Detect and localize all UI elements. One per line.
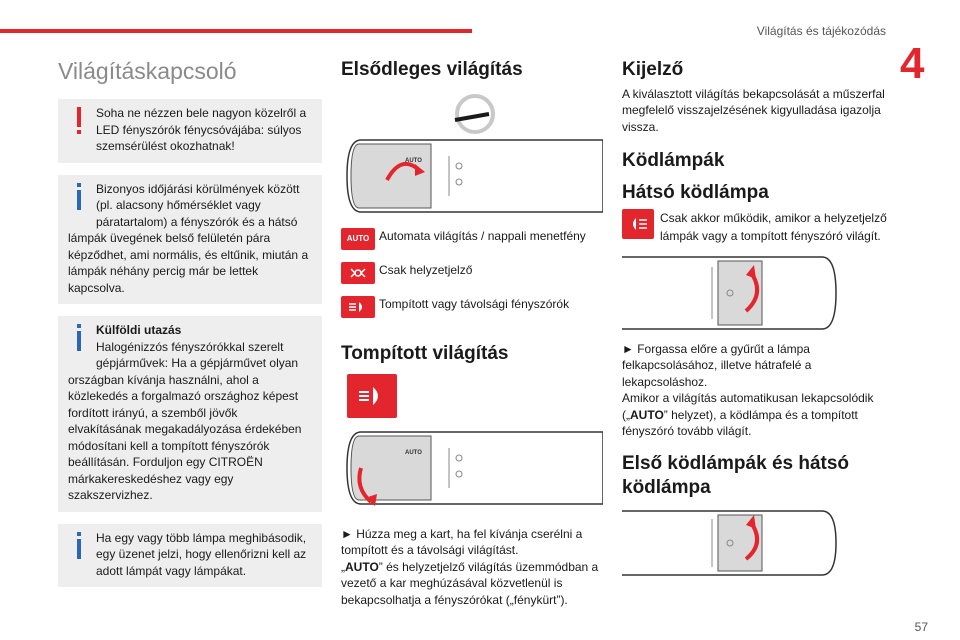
main-lighting-heading: Elsődleges világítás (341, 59, 523, 80)
auto-icon: AUTO (341, 228, 375, 250)
rear-fog-icon (622, 209, 654, 239)
stalk-indicator-line (455, 114, 489, 120)
flash-paragraph: „AUTO” és helyzetjelző világítás üzemmódban a vezető a kar meghúzásával közvetlenül is bekapcsolhatja a fényszórókat („fénykürt”). (341, 559, 599, 607)
display-heading: Kijelző (622, 59, 684, 80)
header-accent-bar (0, 29, 472, 33)
front-rear-fog-heading: Első ködlámpák és hátsó ködlámpa (622, 452, 850, 498)
dipped-beam-heading: Tompított világítás (341, 342, 509, 364)
lever-auto-label: AUTO (405, 157, 422, 164)
fog-lamps-heading: Ködlámpák (622, 150, 725, 172)
warning-note (58, 99, 322, 163)
warning-text: Soha ne nézzen bele nagyon közelről a LED fényszórók fénycsóvájába: súlyos szemsérülést okozhatnak! (96, 106, 307, 153)
display-text: A kiválasztott világítás bekapcsolását a műszerfal megfelelő visszajelzésének kigyulladása igazolja vissza. (622, 86, 885, 134)
rear-fog-row (622, 209, 890, 245)
dipped-instruction: ► Húzza meg a kart, ha fel kívánja cserélni a tompított és a távolsági világítást. (341, 526, 583, 557)
light-switch-heading: Világításkapcsoló (58, 58, 237, 84)
lever-auto-label: AUTO (405, 449, 422, 456)
rear-fog-auto-note: Amikor a világítás automatikusan lekapcsolódik („AUTO” helyzet), a ködlámpa és a tompított fényszóró tovább világít. (622, 391, 874, 439)
info-icon (68, 530, 90, 570)
headlight-icon (341, 296, 375, 318)
legend-headlight (341, 296, 603, 318)
section-title: Világítás és tájékozódás (756, 24, 886, 38)
position-light-icon (341, 262, 375, 284)
info-note-lamp-failure (58, 524, 322, 588)
column-main-lighting (341, 58, 603, 608)
dipped-beam-icon (347, 374, 397, 418)
info-text-condensation: Bizonyos időjárási körülmények között (pl. alacsony hőmérséklet vagy páratartalom) a fényszórók és a hátsó lámpák üvegének belső felületén pára képződhet, ami normális, és eltűnik, miután a lámpák néhány percig már be lettek kapcsolva. (68, 181, 309, 295)
lever-illustration-main (341, 136, 603, 216)
info-icon (68, 181, 90, 221)
abroad-title: Külföldi utazás (96, 323, 182, 337)
rear-fog-heading: Hátsó ködlámpa (622, 182, 769, 203)
lever-illustration-front-rear-fog (622, 507, 884, 579)
page-number: 57 (914, 620, 928, 634)
info-icon (68, 322, 90, 362)
steering-wheel-illustration (341, 90, 603, 136)
info-text-abroad: Halogénizzós fényszórókkal szerelt gépjárművek: Ha a gépjárművet olyan országban kívánja használni, ahol a közlekedés a forgalmazó országhoz képest fordított irányú, a szemből jövők elvakításának megakadályozása érdekében módosítani kell a tompított fényszórók beállításán. Forduljon egy CITROËN márkakereskedéshez vagy egy szakszervizhez. (68, 339, 302, 502)
legend-position-text: Csak helyzetjelző (379, 262, 473, 277)
legend-position (341, 262, 603, 284)
warning-icon (68, 105, 90, 145)
column-display-fog (622, 58, 890, 579)
legend-headlight-text: Tompított vagy távolsági fényszórók (379, 296, 570, 311)
rear-fog-text: Csak akkor működik, amikor a helyzetjelző lámpák vagy a tompított fényszóró világít. (660, 210, 887, 243)
lever-illustration-dipped (341, 428, 603, 508)
legend-auto-text: Automata világítás / nappali menetfény (379, 228, 586, 243)
chapter-number: 4 (900, 39, 925, 88)
legend-auto (341, 228, 603, 250)
lever-illustration-rear-fog (622, 253, 884, 333)
info-note-abroad (58, 316, 322, 512)
column-light-switch (58, 58, 322, 599)
info-text-lamp-failure: Ha egy vagy több lámpa meghibásodik, egy üzenet jelzi, hogy ellenőrizni kell az adott lámpát vagy lámpákat. (96, 530, 307, 578)
info-note-condensation (58, 175, 322, 305)
rear-fog-instruction: ► Forgassa előre a gyűrűt a lámpa felkapcsolásához, illetve hátrafelé a lekapcsoláshoz. (622, 341, 812, 389)
